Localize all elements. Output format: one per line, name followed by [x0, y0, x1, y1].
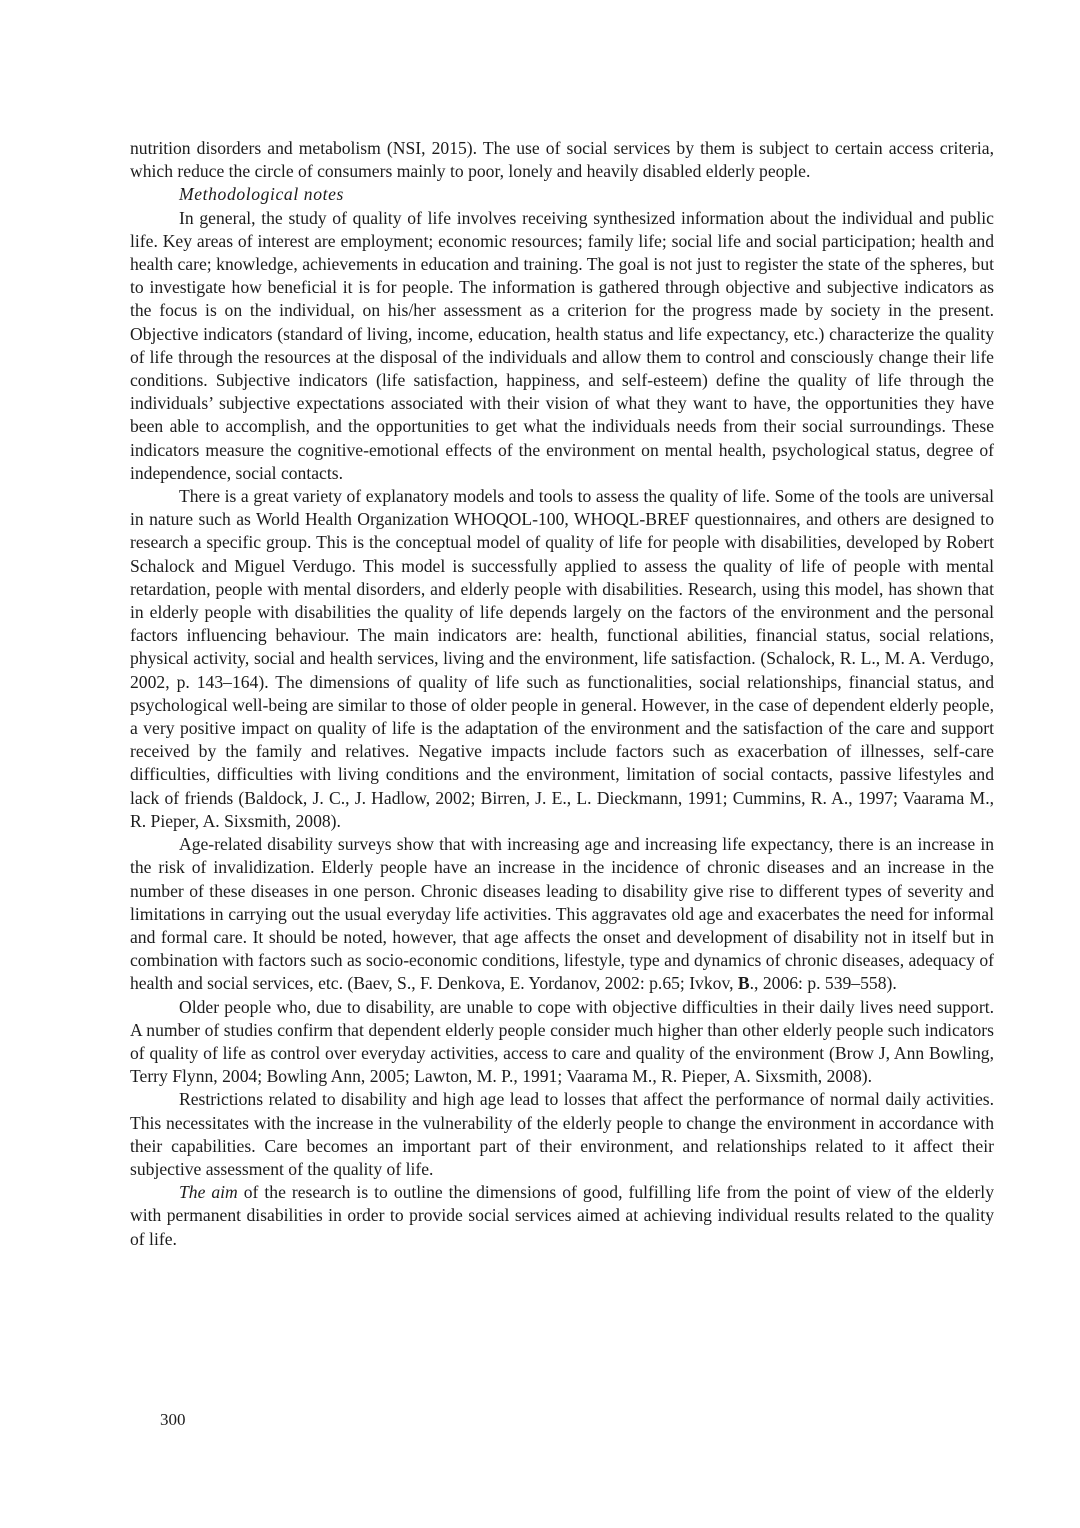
paragraph-aim: [130, 1181, 994, 1251]
bold-initial: B: [737, 973, 750, 994]
paragraph-age-disability-end: ., 2006: p. 539–558).: [749, 973, 897, 994]
page-body: [130, 137, 994, 1251]
section-heading: Methodological notes: [179, 184, 344, 205]
paragraph-age-disability: [130, 833, 994, 995]
page-number: 300: [160, 1410, 186, 1429]
paragraph-models-tools: There is a great variety of explanatory models and tools to assess the quality of life. Some of the tools are universal in nature such as World Health Organization WHOQOL-100, WHOQL-BREF questionnaires, and others are designed to research a specific group. This is the conceptual model of quality of life for people with disabilities, developed by Robert Schalock and Miguel Verdugo. This model is successfully applied to assess the quality of life of people with mental retardation, people with mental disorders, and elderly people with disabilities. Research, using this model, has shown that in elderly people with disabilities the quality of life depends largely on the factors of the environment and the personal factors influencing behaviour. The main indicators are: health, functional abilities, financial status, social relations, physical activity, social and health services, living and the environment, life satisfaction. (Schalock, R. L., M. A. Verdugo, 2002, p. 143–164). The dimensions of quality of life such as functionalities, social relationships, financial status, and psychological well-being are similar to those of older people in general. However, in the case of dependent elderly people, a very positive impact on quality of life is the adaptation of the environment and the satisfaction of the care and support received by the family and relatives. Negative impacts include factors such as exacerbation of illnesses, self-care difficulties, difficulties with living conditions and the environment, limitation of social contacts, passive lifestyles and lack of friends (Baldock, J. C., J. Hadlow, 2002; Birren, J. E., L. Dieckmann, 1991; Cummins, R. A., 1997; Vaarama M., R. Pieper, A. Sixsmith, 2008).: [130, 486, 994, 831]
paragraph-older-people-support: Older people who, due to disability, are unable to cope with objective difficulties in their daily lives need support. A number of studies confirm that dependent elderly people consider much higher than other elderly people such indicators of quality of life as control over everyday activities, access to care and quality of the environment (Brow J, Ann Bowling, Terry Flynn, 2004; Bowling Ann, 2005; Lawton, M. P., 1991; Vaarama M., R. Pieper, A. Sixsmith, 2008).: [130, 996, 994, 1087]
paragraph-quality-of-life: In general, the study of quality of life involves receiving synthesized information about the individual and public life. Key areas of interest are employment; economic resources; family life; social life and social participation; health and health care; knowledge, achievements in education and training. The goal is not just to register the state of the spheres, but to investigate how beneficial it is for people. The information is gathered through objective and subjective indicators as the focus is on the individual, on his/her assessment as a criterion for the progress made by society in the present. Objective indicators (standard of living, income, education, health status and life expectancy, etc.) characterize the quality of life through the resources at the disposal of the individuals and allow them to control and consciously change their life conditions. Subjective indicators (life satisfaction, happiness, and self-esteem) define the quality of life through the individuals’ subjective expectations associated with their vision of what they want to have, the opportunities they have been able to accomplish, and the opportunities to get what the individuals needs from their social surroundings. These indicators measure the cognitive-emotional effects of the environment on mental health, psychological status, degree of independence, social contacts.: [130, 207, 994, 483]
aim-label: The aim: [179, 1182, 238, 1203]
paragraph-restrictions: Restrictions related to disability and high age lead to losses that affect the performance of normal daily activities. This necessitates with the increase in the vulnerability of the elderly people to change the environment in accordance with their capabilities. Care becomes an important part of their environment, and relationships related to it affect their subjective assessment of the quality of life.: [130, 1089, 994, 1179]
paragraph-intro: nutrition disorders and metabolism (NSI, 2015). The use of social services by them is subject to certain access criteria, which reduce the circle of consumers mainly to poor, lonely and heavily disabled elderly people.: [130, 138, 994, 182]
paragraph-age-disability-text: Age-related disability surveys show that with increasing age and increasing life expectancy, there is an increase in the risk of invalidization. Elderly people have an increase in the incidence of chronic diseases and an increase in the number of these diseases in one person. Chronic diseases leading to disability give rise to different types of severity and limitations in carrying out the usual everyday life activities. This aggravates old age and exacerbates the need for informal and formal care. It should be noted, however, that age affects the onset and development of disability not in itself but in combination with factors such as socio-economic conditions, lifestyle, type and dynamics of chronic diseases, adequacy of health and social services, etc. (Baev, S., F. Denkova, E. Yordanov, 2002: p.65; Ivkov,: [130, 834, 994, 994]
aim-text: of the research is to outline the dimensions of good, fulfilling life from the point of view of the elderly with permanent disabilities in order to provide social services aimed at achieving individual results related to the quality of life.: [130, 1182, 994, 1249]
